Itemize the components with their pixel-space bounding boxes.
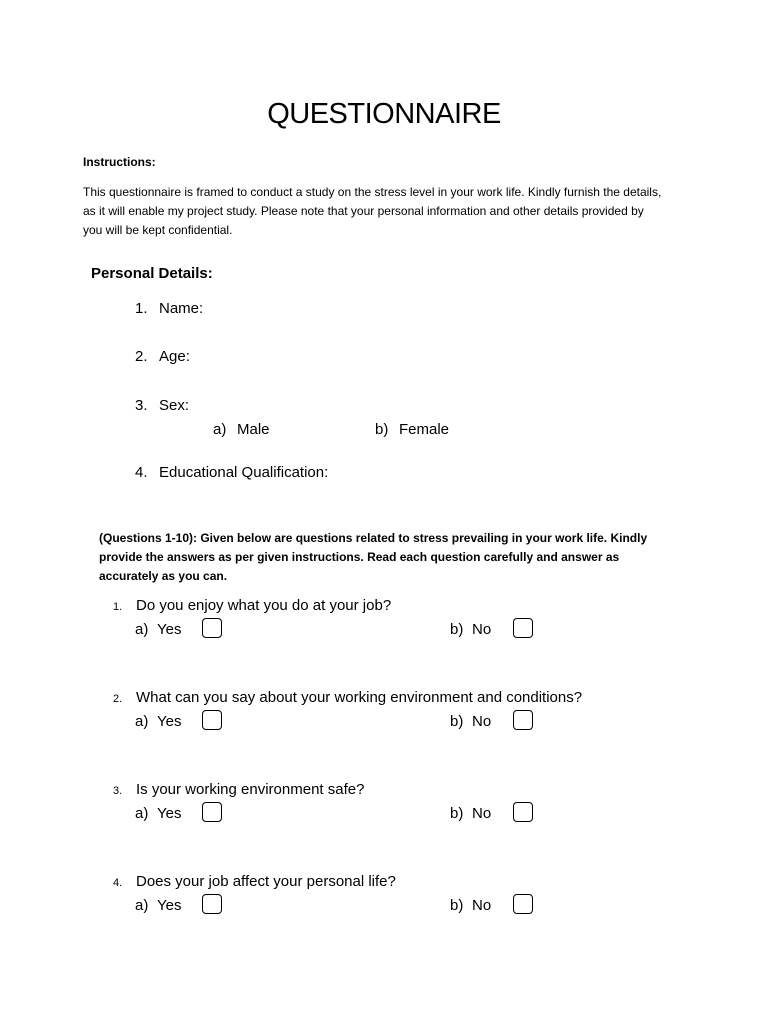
question-text: Is your working environment safe? — [136, 781, 365, 798]
personal-details-heading: Personal Details: — [91, 265, 213, 282]
personal-item-name — [135, 300, 203, 317]
option-label: Male — [237, 421, 270, 438]
question-number: 4. — [113, 877, 123, 889]
questions-intro: (Questions 1-10): Given below are questions related to stress prevailing in your work life. Kindly provide the answers as per given instructions. Read each question carefully and answer as accurately as you can. — [99, 531, 648, 583]
instructions-text: This questionnaire is framed to conduct a study on the stress level in your work life. Kindly furnish the details, as it will enable my project study. Please note that your personal information and other details provided by you will be kept confidential. — [83, 185, 662, 237]
question-text: Does your job affect your personal life? — [136, 873, 396, 890]
yes-checkbox[interactable] — [202, 618, 222, 638]
question-3 — [113, 781, 673, 829]
yes-checkbox[interactable] — [202, 710, 222, 730]
yes-checkbox[interactable] — [202, 802, 222, 822]
option-no: b) No — [450, 621, 492, 638]
question-number: 2. — [113, 693, 123, 705]
option-no: b) No — [450, 713, 492, 730]
sex-option-male[interactable] — [213, 421, 270, 438]
item-label: Educational Qualification: — [159, 464, 329, 481]
item-number: 3. — [135, 397, 148, 414]
item-label: Name: — [159, 300, 204, 317]
option-yes: a) Yes — [135, 713, 182, 730]
option-yes: a) Yes — [135, 621, 182, 638]
personal-item-education — [135, 464, 328, 481]
option-letter: a) — [213, 421, 227, 438]
item-label: Sex: — [159, 397, 190, 414]
no-checkbox[interactable] — [513, 618, 533, 638]
item-number: 2. — [135, 348, 148, 365]
question-1 — [113, 597, 673, 645]
option-yes: a) Yes — [135, 805, 182, 822]
question-text: Do you enjoy what you do at your job? — [136, 597, 392, 614]
personal-item-age — [135, 348, 190, 365]
instructions-label: Instructions: — [83, 155, 156, 169]
question-number: 1. — [113, 601, 123, 613]
no-checkbox[interactable] — [513, 894, 533, 914]
question-2 — [113, 689, 673, 737]
option-label: Female — [399, 421, 450, 438]
option-no: b) No — [450, 805, 492, 822]
no-checkbox[interactable] — [513, 802, 533, 822]
sex-option-female[interactable] — [375, 421, 449, 438]
question-text: What can you say about your working environment and conditions? — [136, 689, 583, 706]
page-title: QUESTIONNAIRE — [267, 98, 501, 130]
item-number: 1. — [135, 300, 148, 317]
item-label: Age: — [159, 348, 190, 365]
no-checkbox[interactable] — [513, 710, 533, 730]
option-letter: b) — [375, 421, 389, 438]
personal-item-sex — [135, 397, 189, 414]
option-no: b) No — [450, 897, 492, 914]
option-yes: a) Yes — [135, 897, 182, 914]
question-number: 3. — [113, 785, 123, 797]
question-4 — [113, 873, 673, 921]
yes-checkbox[interactable] — [202, 894, 222, 914]
item-number: 4. — [135, 464, 148, 481]
